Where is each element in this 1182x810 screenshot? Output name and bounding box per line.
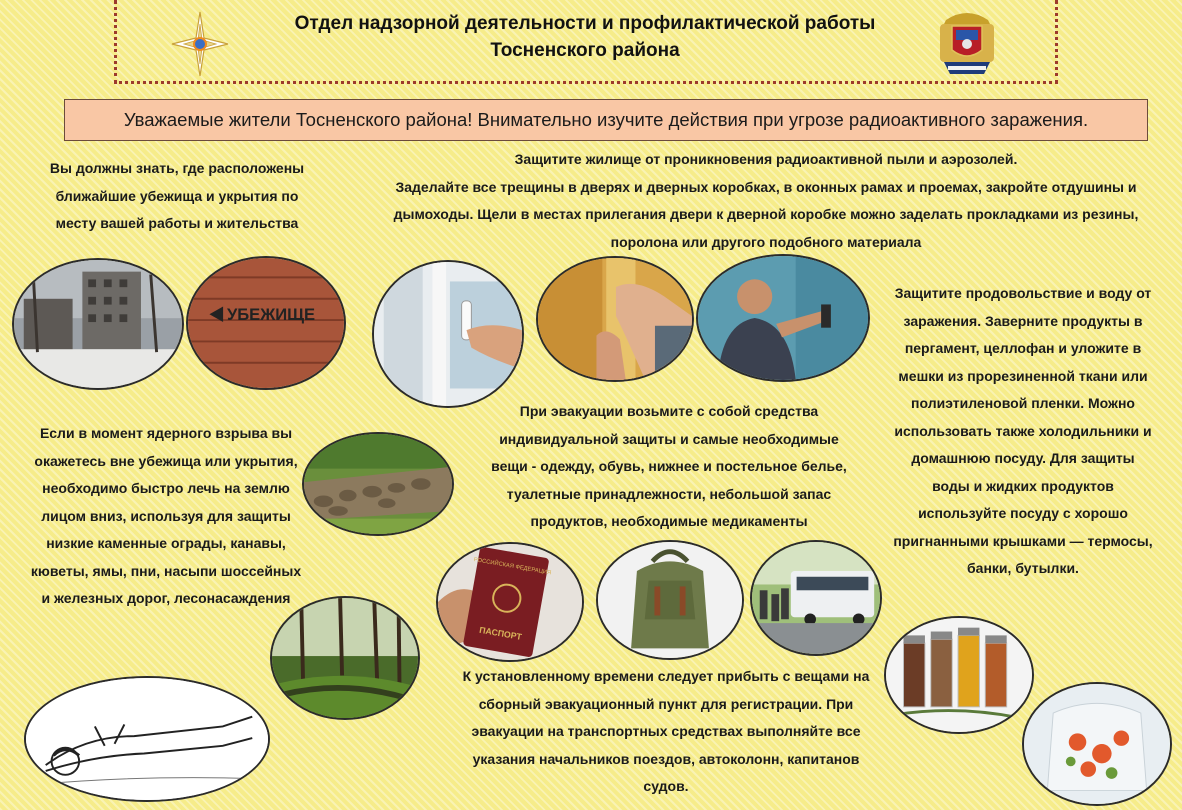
food-protection-text: Защитите продовольствие и воду от заражения. Заверните продукты в пергамент, целлофан и уложите в мешки из прорезиненной ткани или полиэтиленовой пленки. Можно использовать также холодильники и домашнюю посуду. Для защиты воды и жидких продуктов используйте посуду с хорошо пригнанными крышками — термосы, банки, бутылки. — [893, 285, 1153, 576]
photo-backpack — [596, 540, 744, 660]
banner-text: Уважаемые жители Тосненского района! Внимательно изучите действия при угрозе радиоактивного заражения. — [123, 109, 1089, 130]
page-title: Отдел надзорной деятельности и профилактической работы Тосненского района — [294, 13, 876, 61]
shelter-sign-text: УБЕЖИЩЕ — [227, 305, 316, 325]
photo-stone-wall — [302, 432, 454, 536]
photo-sealing-window — [536, 256, 694, 382]
warning-banner — [64, 99, 1148, 141]
photo-forest-ditch — [270, 596, 420, 720]
evacuation-text: При эвакуации возьмите с собой средства индивидуальной защиты и самые необходимые вещи - одежду, обувь, нижнее и постельное белье, туалетные принадлежности, небольшой запас продуктов, необходимые медикаменты — [491, 403, 847, 529]
passport-top-text: РОССИЙСКАЯ ФЕДЕРАЦИЯ — [473, 557, 552, 577]
photo-shelter-sign — [186, 256, 346, 390]
photo-bus — [750, 540, 882, 656]
photo-window-handle — [372, 260, 524, 408]
photo-buildings — [12, 258, 184, 390]
shelters-text: Вы должны знать, где расположены ближайшие убежища и укрытия по месту вашей работы и жительства — [49, 160, 305, 231]
photo-food-bag — [1022, 682, 1172, 806]
photo-passport — [436, 542, 584, 662]
illustration-person-lying — [24, 676, 270, 802]
home-protection-heading: Защитите жилище от проникновения радиоактивной пыли и аэрозолей. — [514, 151, 1018, 167]
passport-main-text: ПАСПОРТ — [478, 624, 523, 642]
photo-spice-jars — [884, 616, 1034, 734]
home-protection-text — [378, 146, 1154, 256]
photo-man-at-door — [696, 254, 870, 382]
arrival-text: К установленному времени следует прибыть с вещами на сборный эвакуационный пункт для регистрации. При эвакуации на транспортных средствах выполняйте все указания начальников поездов, автоколонн, капитанов судов. — [462, 668, 870, 794]
home-protection-body: Заделайте все трещины в дверях и дверных коробках, в оконных рамах и проемах, закройте отдушины и дымоходы. Щели в местах прилегания двери к дверной коробке можно заделать прокладками из резины, поролона или другого подобного материала — [393, 178, 1139, 250]
coat-of-arms-icon — [938, 4, 996, 78]
explosion-text: Если в момент ядерного взрыва вы окажетесь вне убежища или укрытия, необходимо быстро лечь на землю лицом вниз, используя для защиты низкие каменные ограды, канавы, кюветы, ямы, пни, насыпи шоссейных и железных дорог, лесонасаждения — [30, 425, 302, 606]
